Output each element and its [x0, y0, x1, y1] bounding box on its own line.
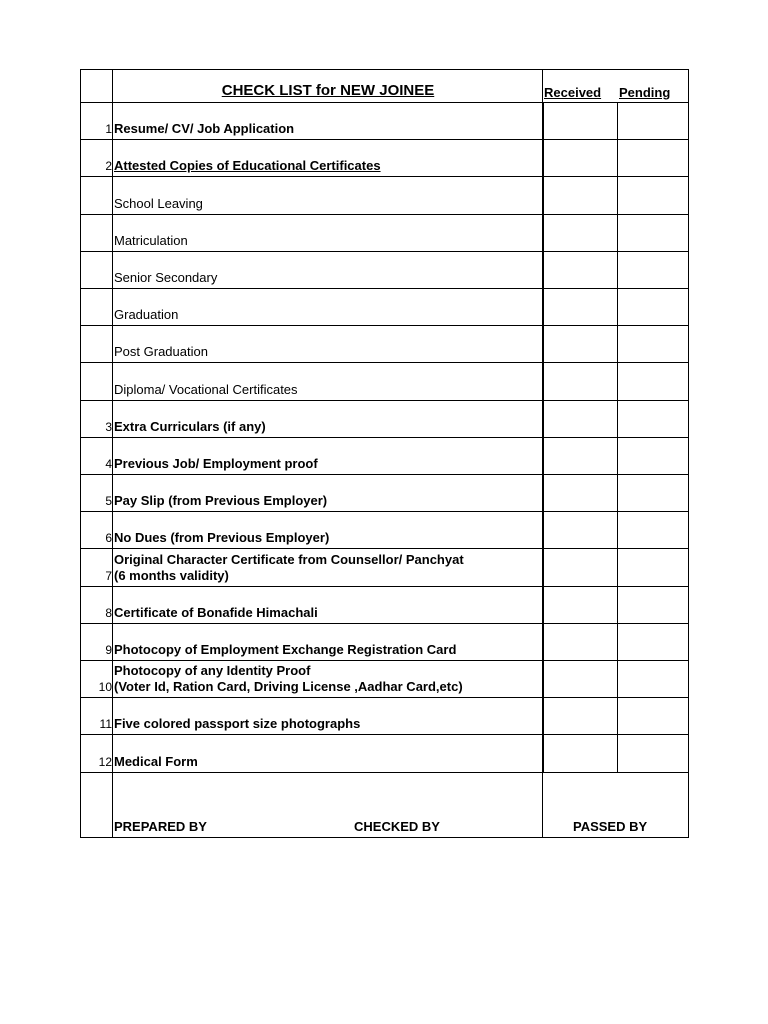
- number-column-divider: [112, 69, 113, 838]
- pending-checkbox[interactable]: [617, 176, 689, 215]
- prepared-by-label: PREPARED BY: [114, 819, 207, 834]
- pending-checkbox[interactable]: [617, 214, 689, 252]
- item-label: Certificate of Bonafide Himachali: [114, 605, 318, 620]
- item-label: School Leaving: [114, 196, 203, 211]
- received-column-header: Received: [544, 85, 602, 100]
- received-checkbox[interactable]: [543, 474, 618, 512]
- pending-checkbox[interactable]: [617, 437, 689, 475]
- item-label: Post Graduation: [114, 344, 208, 359]
- item-label: Matriculation: [114, 233, 188, 248]
- item-number: 6: [105, 531, 112, 545]
- item-label: (6 months validity): [114, 568, 229, 583]
- received-checkbox[interactable]: [543, 660, 618, 698]
- received-checkbox[interactable]: [543, 288, 618, 326]
- received-checkbox[interactable]: [543, 362, 618, 401]
- pending-checkbox[interactable]: [617, 288, 689, 326]
- pending-checkbox[interactable]: [617, 548, 689, 587]
- page-title: CHECK LIST for NEW JOINEE: [221, 82, 435, 99]
- item-label: Original Character Certificate from Counsellor/ Panchyat: [114, 552, 464, 567]
- received-checkbox[interactable]: [543, 214, 618, 252]
- item-number: 10: [98, 680, 112, 694]
- pending-checkbox[interactable]: [617, 511, 689, 549]
- pending-column-header: Pending: [619, 85, 671, 100]
- item-label: Pay Slip (from Previous Employer): [114, 493, 328, 508]
- received-checkbox[interactable]: [543, 734, 618, 773]
- item-label: Extra Curriculars (if any): [114, 419, 266, 434]
- item-number: 1: [105, 122, 112, 136]
- item-number: 8: [105, 606, 112, 620]
- item-number: 9: [105, 643, 112, 657]
- pending-checkbox[interactable]: [617, 697, 689, 735]
- item-label: Attested Copies of Educational Certificates: [114, 158, 381, 173]
- pending-checkbox[interactable]: [617, 102, 689, 140]
- item-label: (Voter Id, Ration Card, Driving License ,Aadhar Card,etc): [114, 679, 463, 694]
- pending-checkbox[interactable]: [617, 400, 689, 438]
- item-number: 5: [105, 494, 112, 508]
- pending-checkbox[interactable]: [617, 139, 689, 177]
- received-checkbox[interactable]: [543, 437, 618, 475]
- pending-checkbox[interactable]: [617, 734, 689, 773]
- item-number: 2: [105, 159, 112, 173]
- received-checkbox[interactable]: [543, 325, 618, 363]
- pending-checkbox[interactable]: [617, 325, 689, 363]
- item-number: 11: [99, 717, 112, 731]
- received-checkbox[interactable]: [543, 623, 618, 661]
- pending-checkbox[interactable]: [617, 623, 689, 661]
- received-checkbox[interactable]: [543, 548, 618, 587]
- item-label: Photocopy of Employment Exchange Registration Card: [114, 642, 457, 657]
- item-label: Photocopy of any Identity Proof: [114, 663, 311, 678]
- received-checkbox[interactable]: [543, 139, 618, 177]
- passed-by-label: PASSED BY: [573, 819, 648, 834]
- pending-checkbox[interactable]: [617, 586, 689, 624]
- received-checkbox[interactable]: [543, 586, 618, 624]
- received-checkbox[interactable]: [543, 511, 618, 549]
- item-label: Previous Job/ Employment proof: [114, 456, 318, 471]
- item-number: 12: [98, 755, 112, 769]
- pending-checkbox[interactable]: [617, 251, 689, 289]
- item-label: Five colored passport size photographs: [114, 716, 361, 731]
- received-checkbox[interactable]: [543, 102, 618, 140]
- pending-checkbox[interactable]: [617, 474, 689, 512]
- pending-checkbox[interactable]: [617, 362, 689, 401]
- item-label: Senior Secondary: [114, 270, 218, 285]
- pending-checkbox[interactable]: [617, 660, 689, 698]
- item-label: No Dues (from Previous Employer): [114, 530, 330, 545]
- checked-by-label: CHECKED BY: [354, 819, 440, 834]
- item-number: 4: [105, 457, 112, 471]
- received-checkbox[interactable]: [543, 697, 618, 735]
- item-label: Resume/ CV/ Job Application: [114, 121, 295, 136]
- item-label: Medical Form: [114, 754, 198, 769]
- received-checkbox[interactable]: [543, 176, 618, 215]
- item-label: Diploma/ Vocational Certificates: [114, 382, 298, 397]
- received-checkbox[interactable]: [543, 400, 618, 438]
- received-checkbox[interactable]: [543, 251, 618, 289]
- item-number: 7: [105, 569, 112, 583]
- item-number: 3: [105, 420, 112, 434]
- item-label: Graduation: [114, 307, 179, 322]
